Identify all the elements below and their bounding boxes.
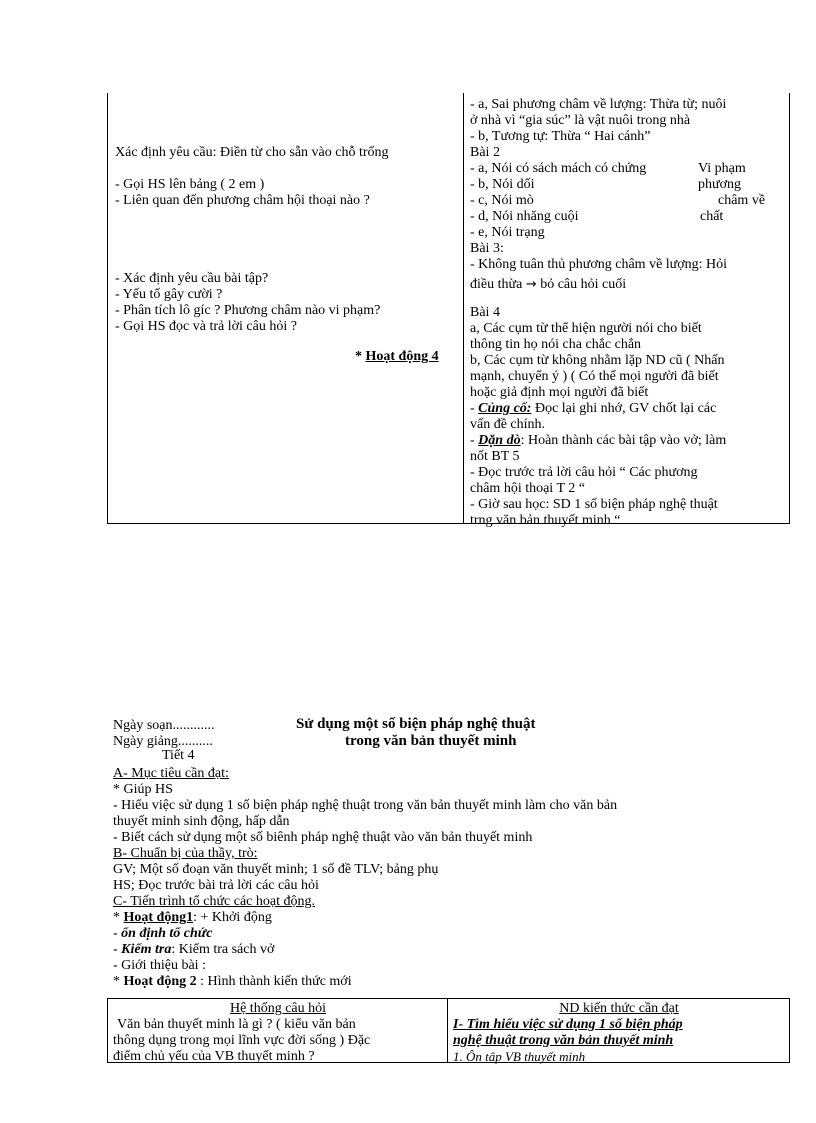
text-fragment: Đọc lại ghi nhớ, GV chốt lại các: [531, 401, 717, 416]
text-fragment: : Hoàn thành các bài tập vào vở; làm: [520, 433, 727, 448]
activity-4-heading: [355, 349, 439, 365]
activity-2-line: [113, 974, 352, 990]
body-line: [113, 942, 274, 958]
right-text-line: Vi phạm: [698, 161, 746, 176]
right-text-line: - Không tuân thủ phương châm về lượng: Hỏi: [470, 257, 728, 272]
activity-1-label: Hoạt động1: [123, 910, 194, 925]
arrow-right-icon: →: [525, 277, 537, 292]
right-text-line: - d, Nói nhăng cuội: [470, 209, 579, 224]
right-text-line: vấn đề chính.: [470, 417, 546, 432]
right-text-line: nốt BT 5: [470, 449, 520, 464]
activity-2-label: Hoạt động 2: [123, 974, 197, 989]
right-text-line: [470, 277, 626, 293]
right-text-line: - b, Nói dối: [470, 177, 535, 192]
section-heading: nghệ thuật trong văn bản thuyết minh: [453, 1033, 674, 1048]
right-text-line: - b, Tương tự: Thừa “ Hai cánh”: [470, 129, 651, 144]
column-header: Hệ thống câu hỏi: [229, 1001, 327, 1016]
right-text-line: thông tin họ nói cha chắc chắn: [470, 337, 642, 352]
text-fragment: : + Khởi động: [193, 910, 272, 925]
right-text-line: chất: [700, 209, 724, 224]
right-text-line: b, Các cụm từ không nhằm lặp ND cũ ( Nhấn: [470, 353, 725, 368]
left-text-line: - Gọi HS lên bảng ( 2 em ): [115, 177, 265, 192]
right-text-line: ở nhà vì “gia súc” là vật nuôi trong nhà: [470, 113, 691, 128]
body-line: - Biết cách sử dụng một số biênh pháp nghệ thuật vào văn bản thuyết minh: [113, 830, 533, 845]
right-text-line: - c, Nói mò: [470, 193, 534, 208]
body-line: [113, 926, 212, 942]
text-fragment: điều thừa: [470, 277, 523, 292]
text-fragment: -: [113, 942, 122, 957]
question-line: thông dụng trong mọi lĩnh vực đời sống ) Đặc: [113, 1033, 371, 1048]
column-divider: [447, 999, 448, 1062]
body-line: HS; Đọc trước bài trả lời các câu hỏi: [113, 878, 319, 893]
text-fragment: : Kiểm tra sách vở: [171, 942, 275, 957]
cung-co-label: Củng cố:: [478, 401, 532, 416]
text-fragment: -: [470, 401, 479, 416]
kiem-tra-label: Kiểm tra: [121, 942, 172, 957]
on-dinh-to-chuc: ổn định tổ chức: [121, 926, 213, 941]
left-text-line: - Yếu tố gây cười ?: [115, 287, 223, 302]
right-text-line: - a, Nói có sách mách có chứng: [470, 161, 647, 176]
right-text-line: [470, 401, 716, 417]
left-text-line: - Gọi HS đọc và trả lời câu hỏi ?: [115, 319, 297, 334]
section-a-heading: A- Mục tiêu cần đạt:: [113, 766, 229, 781]
body-line: GV; Một số đoạn văn thuyết minh; 1 số đề TLV; bảng phụ: [113, 862, 439, 877]
right-text-line: hoặc giả định mọi người đã biết: [470, 385, 649, 400]
column-header: ND kiến thức cần đạt: [559, 1001, 679, 1016]
question-line: điểm chủ yếu của VB thuyết minh ?: [113, 1049, 315, 1064]
heading-text: Hoạt động 4: [365, 349, 439, 364]
left-text-line: Xác định yêu cầu: Điền từ cho sẵn vào chỗ trống: [115, 145, 389, 160]
text-fragment: -: [113, 926, 122, 941]
right-text-line: - e, Nói trạng: [470, 225, 545, 240]
dan-do-label: Dặn dò: [478, 433, 521, 448]
column-divider: [463, 93, 464, 523]
top-table: [107, 93, 790, 528]
section-heading: I- Tìm hiểu việc sử dụng 1 số biện pháp: [453, 1017, 683, 1032]
lesson-title-line-1: Sử dụng một số biện pháp nghệ thuật: [296, 716, 536, 732]
right-text-line: - Đọc trước trả lời câu hỏi “ Các phương: [470, 465, 698, 480]
right-text-line: [470, 433, 726, 449]
right-text-line: phương: [698, 177, 741, 192]
activity-1-line: [113, 910, 272, 926]
right-text-line: trng văn bản thuyết minh “: [470, 513, 621, 528]
bottom-table: [107, 998, 790, 1063]
text-fragment: : Hình thành kiến thức mới: [196, 974, 352, 989]
right-text-line: châm về: [718, 193, 766, 208]
right-text-line: Bài 4: [470, 305, 500, 320]
lesson-number: Tiết 4: [162, 748, 195, 763]
left-text-line: - Phân tích lô gíc ? Phương châm nào vi phạm?: [115, 303, 381, 318]
text-fragment: *: [113, 974, 124, 989]
date-taught: Ngày giảng..........: [113, 734, 213, 749]
lesson-title-line-2: trong văn bản thuyết minh: [345, 733, 517, 749]
heading-star: *: [355, 349, 362, 364]
right-text-line: Bài 2: [470, 145, 500, 160]
right-text-line: - a, Sai phương châm về lượng: Thừa từ; nuôi: [470, 97, 727, 112]
section-c-heading: C- Tiến trình tổ chức các hoạt động.: [113, 894, 316, 909]
text-fragment: bỏ câu hỏi cuối: [540, 277, 627, 292]
subsection-heading: 1. Ôn tập VB thuyết minh: [453, 1049, 586, 1064]
question-line: Văn bản thuyết minh là gì ? ( kiểu văn bản: [117, 1017, 356, 1032]
body-line: * Giúp HS: [113, 782, 173, 797]
left-text-line: - Liên quan đến phương châm hội thoại nào ?: [115, 193, 370, 208]
left-text-line: - Xác định yêu cầu bài tập?: [115, 271, 269, 286]
body-line: - Giới thiệu bài :: [113, 958, 206, 973]
date-prepared: Ngày soạn............: [113, 718, 215, 733]
text-fragment: *: [113, 910, 124, 925]
right-text-line: Bài 3:: [470, 241, 504, 256]
right-text-line: mạnh, chuyển ý ) ( Có thể mọi người đã biết: [470, 369, 719, 384]
right-text-line: - Giờ sau học: SD 1 số biện pháp nghệ thuật: [470, 497, 718, 512]
body-line: - Hiểu việc sử dụng 1 số biện pháp nghệ thuật trong văn bản thuyết minh làm cho văn bản: [113, 798, 618, 813]
text-fragment: -: [470, 433, 479, 448]
section-b-heading: B- Chuẩn bị của thầy, trò:: [113, 846, 258, 861]
right-text-line: châm hội thoại T 2 “: [470, 481, 585, 496]
body-line: thuyết minh sinh động, hấp dẫn: [113, 814, 290, 829]
right-text-line: a, Các cụm từ thể hiện người nói cho biết: [470, 321, 702, 336]
